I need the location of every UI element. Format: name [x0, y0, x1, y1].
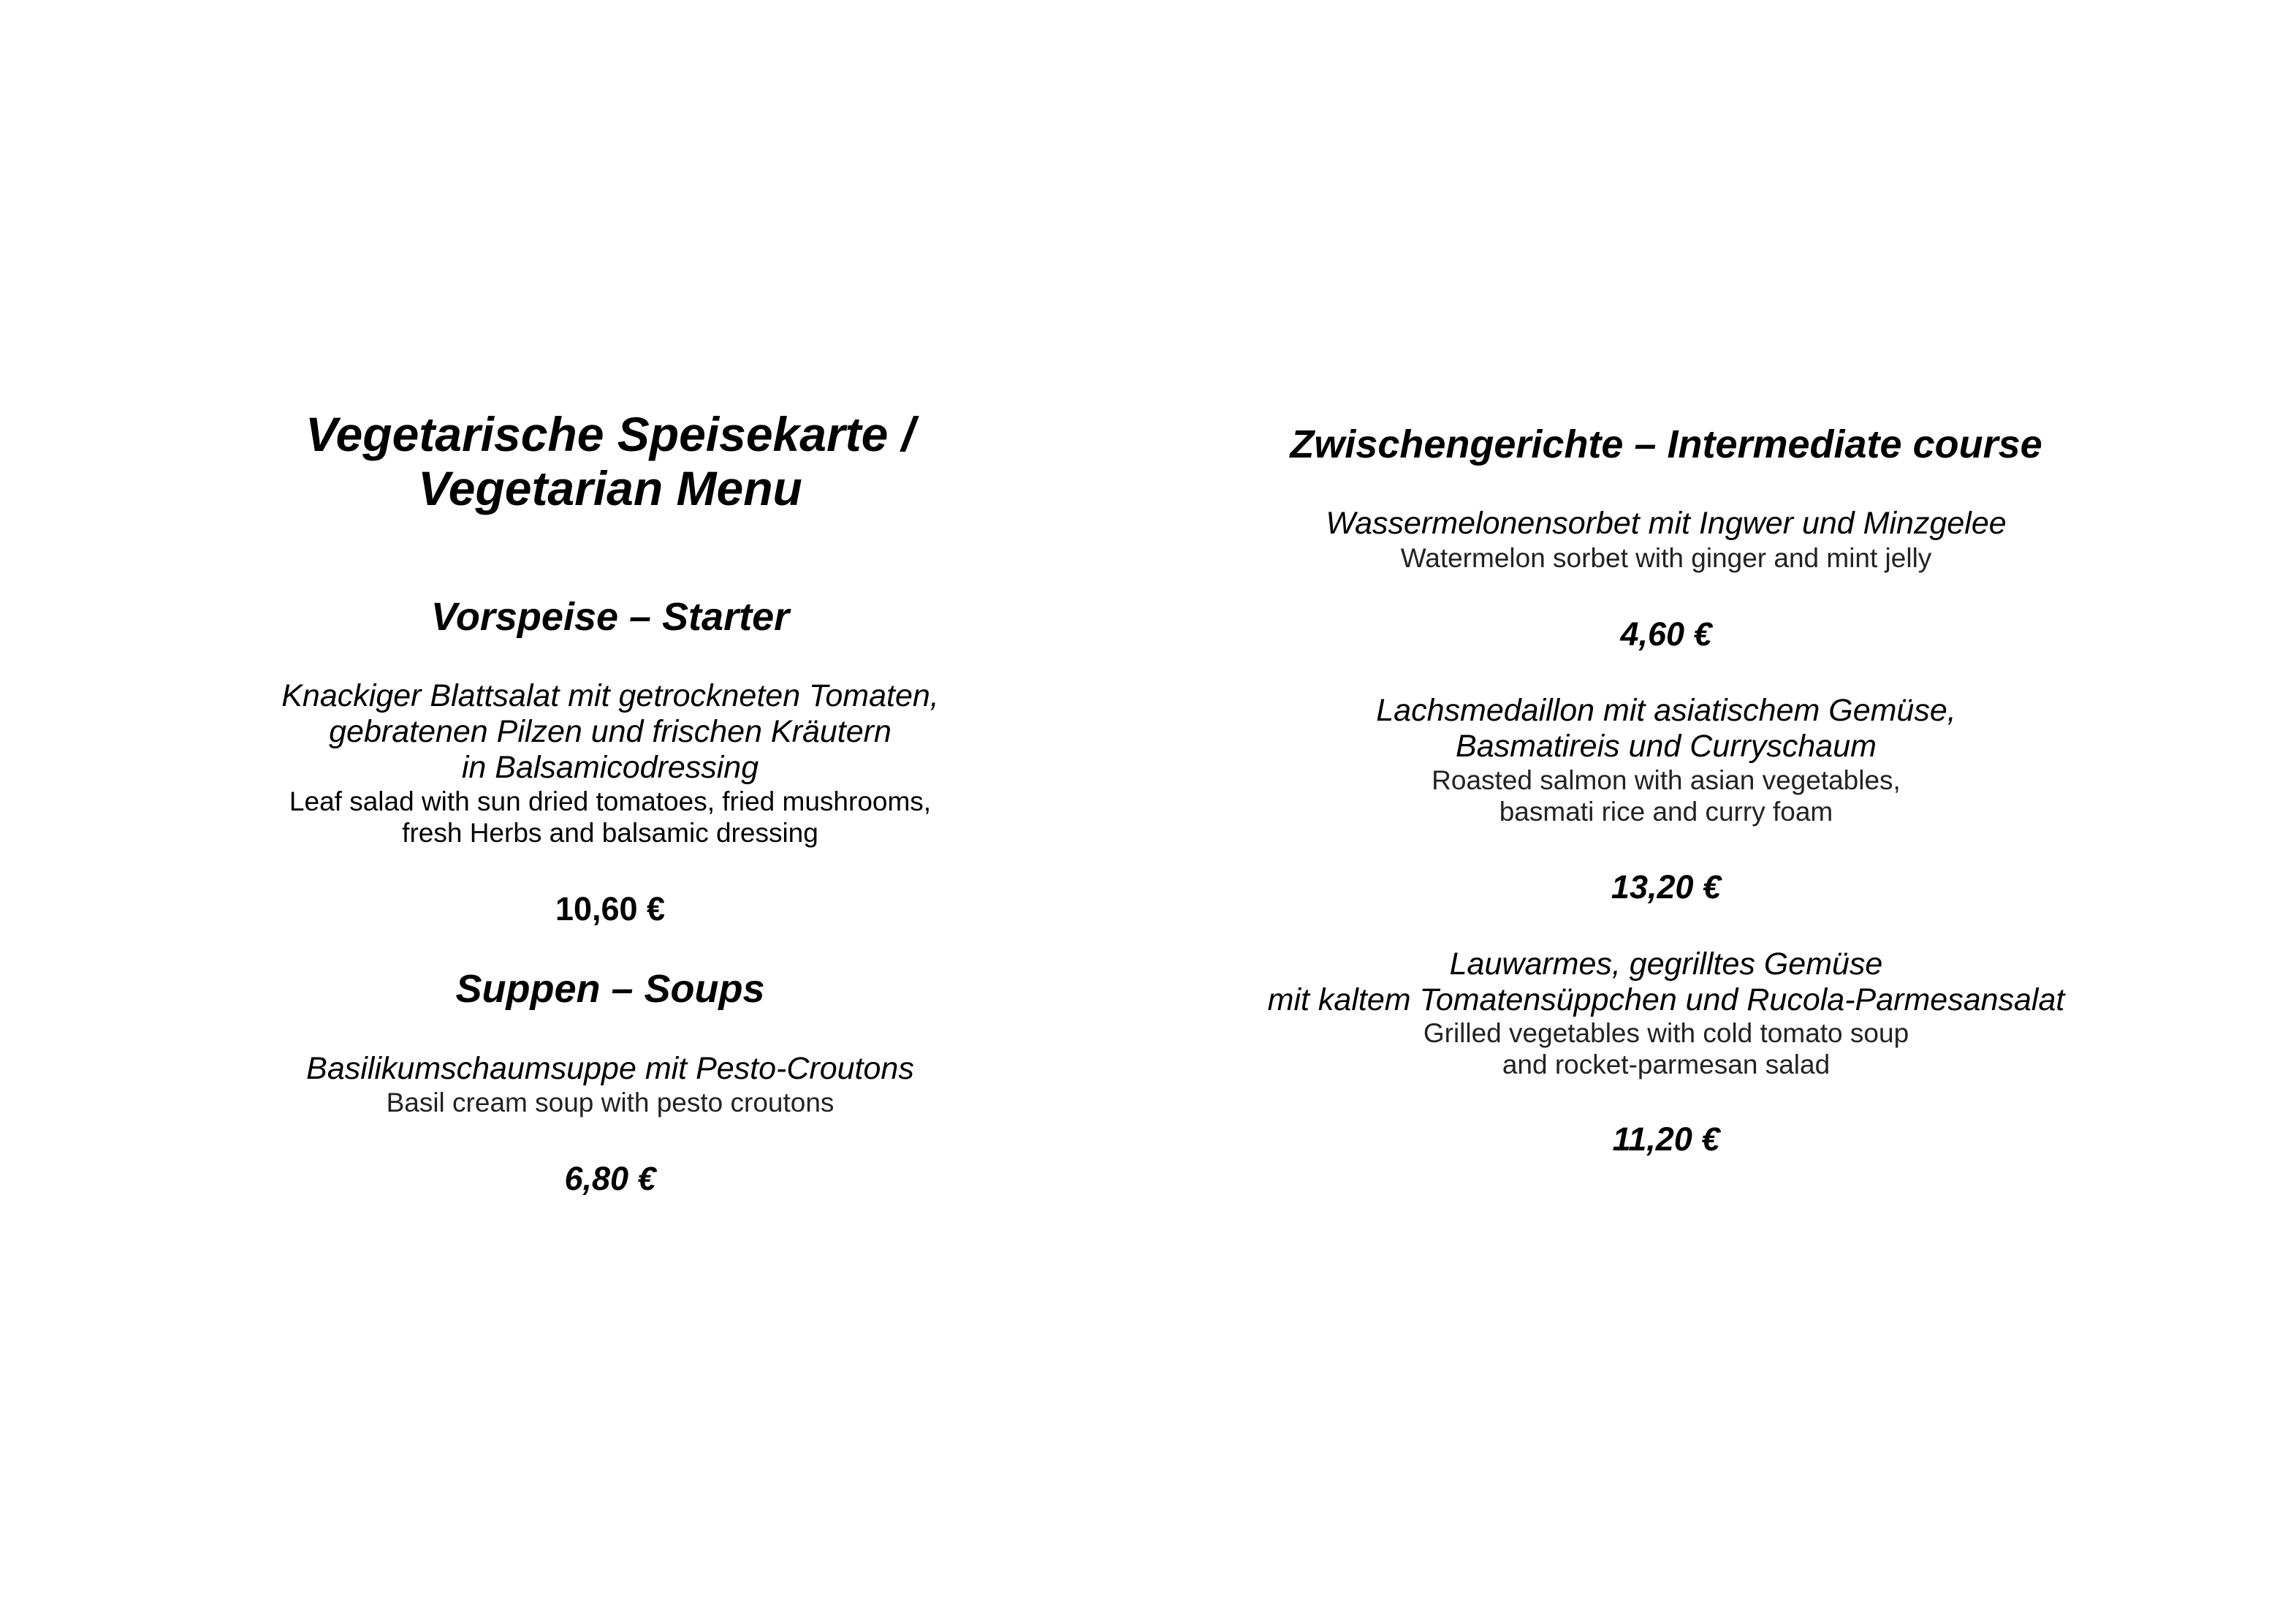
- starter-dish-english: [190, 786, 1030, 849]
- dish-german-line: Basilikumschaumsuppe mit Pesto-Croutons: [306, 1051, 914, 1086]
- intermediate-dish-2-german: [1213, 693, 2119, 764]
- dish-german-line: Wassermelonensorbet mit Ingwer und Minzgelee: [1326, 506, 2007, 541]
- dish-english-line: fresh Herbs and balsamic dressing: [402, 818, 818, 848]
- intermediate-dish-3-price: 11,20 €: [1612, 1120, 1720, 1158]
- dish-german-line: Lachsmedaillon mit asiatischem Gemüse,: [1376, 693, 1956, 728]
- intermediate-dish-3-german: [1213, 946, 2119, 1018]
- starter-price: 10,60 €: [555, 890, 666, 927]
- dish-german-line: gebratenen Pilzen und frischen Kräutern: [329, 714, 892, 749]
- starter-heading: Vorspeise – Starter: [430, 595, 790, 639]
- intermediate-dish-2-price: 13,20 €: [1611, 868, 1722, 906]
- dish-english-line: and rocket-parmesan salad: [1502, 1050, 1831, 1079]
- dish-english-line: Leaf salad with sun dried tomatoes, fried mushrooms,: [289, 786, 932, 816]
- dish-english-line: Watermelon sorbet with ginger and mint jelly: [1400, 543, 1932, 573]
- dish-english-line: Roasted salmon with asian vegetables,: [1432, 765, 1901, 795]
- dish-german-line: Knackiger Blattsalat mit getrockneten Tomaten,: [281, 678, 939, 713]
- intermediate-dish-1-german: [1213, 506, 2119, 542]
- intermediate-dish-3-english: [1213, 1017, 2119, 1080]
- dish-german-line: Basmatireis und Curryschaum: [1456, 729, 1877, 764]
- soups-heading: Suppen – Soups: [455, 967, 765, 1011]
- soup-dish-english: [190, 1087, 1030, 1118]
- starter-dish-german: [190, 678, 1030, 786]
- intermediate-heading: Zwischengerichte – Intermediate course: [1290, 422, 2042, 466]
- intermediate-dish-1-price: 4,60 €: [1620, 615, 1712, 653]
- dish-english-line: basmati rice and curry foam: [1499, 797, 1833, 827]
- menu-title-line: Vegetarische Speisekarte /: [305, 407, 916, 461]
- dish-english-line: Basil cream soup with pesto croutons: [386, 1088, 835, 1118]
- dish-german-line: in Balsamicodressing: [461, 750, 759, 785]
- intermediate-dish-2-english: [1213, 764, 2119, 827]
- menu-title: [190, 407, 1030, 515]
- dish-german-line: Lauwarmes, gegrilltes Gemüse: [1449, 946, 1883, 982]
- dish-german-line: mit kaltem Tomatensüppchen und Rucola-Parmesansalat: [1267, 982, 2065, 1017]
- soup-dish-german: [190, 1051, 1030, 1087]
- dish-english-line: Grilled vegetables with cold tomato soup: [1423, 1018, 1909, 1048]
- soup-price: 6,80 €: [564, 1160, 656, 1197]
- intermediate-dish-1-english: [1213, 542, 2119, 574]
- menu-title-line: Vegetarian Menu: [418, 461, 802, 515]
